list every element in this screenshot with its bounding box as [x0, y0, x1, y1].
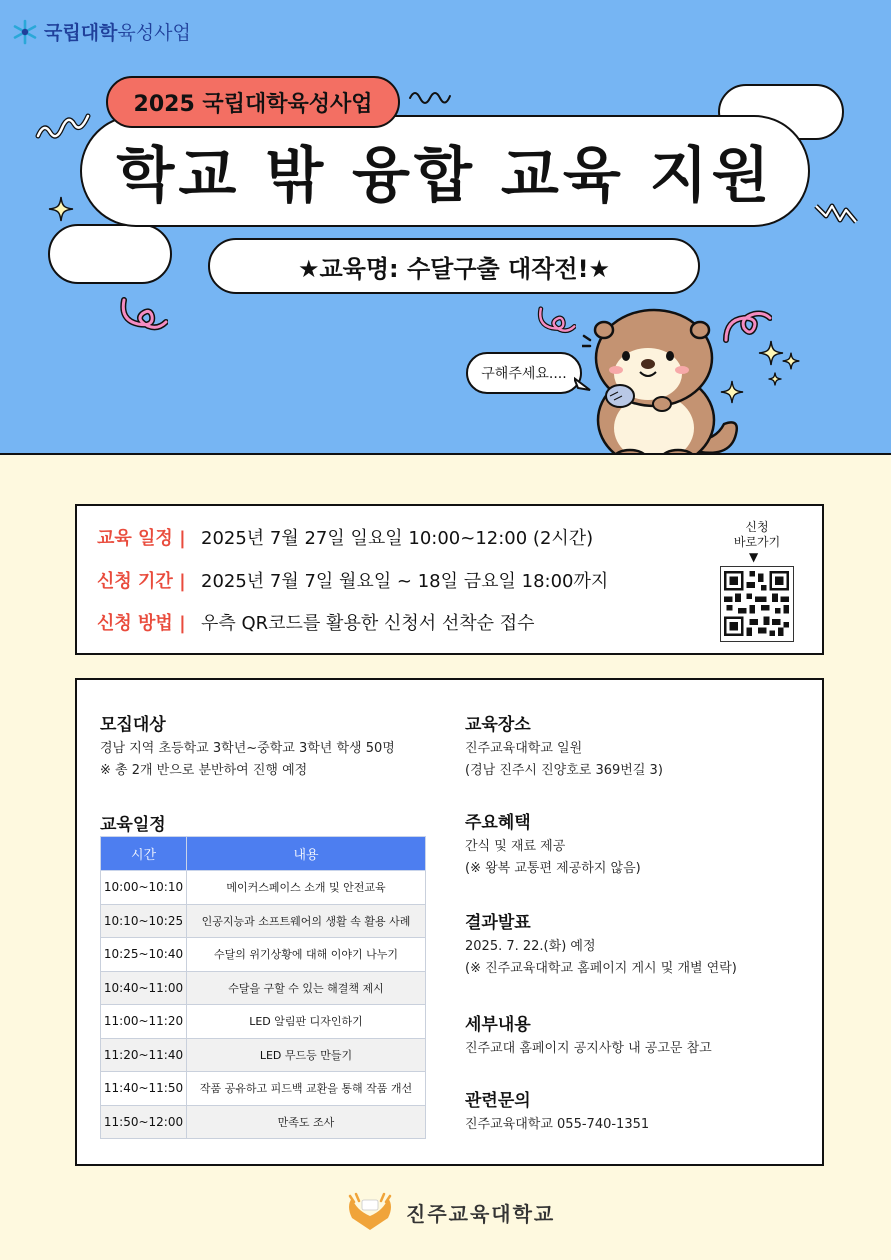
- sparkle-right-2-icon: [782, 352, 800, 370]
- place-title: 교육장소: [465, 715, 531, 735]
- qr-code[interactable]: [720, 566, 794, 642]
- place-line-1: 진주교육대학교 일원: [465, 741, 583, 756]
- university-emblem-icon: [344, 1192, 396, 1232]
- time-cell: 10:40~11:00: [101, 971, 187, 1005]
- recruit-line-2: ※ 총 2개 반으로 분반하여 진행 예정: [100, 763, 308, 778]
- qr-caption-line1: 신청: [745, 520, 769, 534]
- benefits-line-2: (※ 왕복 교통편 제공하지 않음): [465, 861, 641, 876]
- squiggle-small-icon: [408, 86, 452, 106]
- content-cell: LED 알림판 디자인하기: [187, 1005, 426, 1039]
- summary-row-method: [97, 609, 535, 635]
- table-row: [101, 971, 426, 1005]
- details-box: [75, 678, 824, 1166]
- benefits-title: 주요혜택: [465, 813, 531, 833]
- schedule-table: [100, 836, 426, 1139]
- table-row: [101, 871, 426, 905]
- table-row: [101, 1038, 426, 1072]
- schedule-label: 교육 일정 |: [97, 528, 186, 549]
- speech-bubble-tail: [574, 376, 592, 394]
- method-value: 우측 QR코드를 활용한 신청서 선착순 접수: [201, 613, 535, 634]
- schedule-value: 2025년 7월 27일 일요일 10:00~12:00 (2시간): [201, 528, 594, 549]
- more-text: [465, 1038, 712, 1060]
- time-cell: 10:00~10:10: [101, 871, 187, 905]
- summary-row-period: [97, 567, 608, 593]
- header-time: 시간: [101, 837, 187, 871]
- table-row: [101, 1072, 426, 1106]
- benefits-line-1: 간식 및 재료 제공: [465, 839, 566, 854]
- content-cell: 메이커스페이스 소개 및 안전교육: [187, 871, 426, 905]
- footer-university-name: 진주교육대학교: [406, 1201, 556, 1226]
- time-cell: 10:10~10:25: [101, 904, 187, 938]
- content-cell: 수달의 위기상황에 대해 이야기 나누기: [187, 938, 426, 972]
- more-line-1: 진주교대 홈페이지 공지사항 내 공고문 참고: [465, 1041, 712, 1056]
- summary-box: [75, 504, 824, 655]
- brand-bold-text: 국립대학: [44, 22, 118, 44]
- content-cell: 만족도 조사: [187, 1105, 426, 1139]
- qr-caption: [732, 520, 782, 550]
- pink-swirl-left-icon: [118, 296, 168, 332]
- brand-light-text: 육성사업: [117, 22, 191, 44]
- method-label: 신청 방법 |: [97, 613, 186, 634]
- sparkle-right-4-icon: [768, 372, 782, 386]
- period-value: 2025년 7월 7일 월요일 ~ 18일 금요일 18:00까지: [201, 571, 609, 592]
- content-cell: 수달을 구할 수 있는 해결책 제시: [187, 971, 426, 1005]
- summary-row-schedule: [97, 524, 593, 550]
- recruit-line-1: 경남 지역 초등학교 3학년~중학교 3학년 학생 50명: [100, 741, 395, 756]
- pink-swirl-mid-icon: [536, 304, 576, 336]
- table-row: [101, 938, 426, 972]
- results-line-2: (※ 진주교육대학교 홈페이지 게시 및 개별 연락): [465, 961, 737, 976]
- cloud-left: [48, 224, 172, 284]
- content-cell: 작품 공유하고 피드백 교환을 통해 작품 개선: [187, 1072, 426, 1106]
- time-cell: 11:40~11:50: [101, 1072, 187, 1106]
- contact-line-1: 진주교육대학교 055-740-1351: [465, 1117, 650, 1132]
- schedule-header-row: [101, 837, 426, 871]
- time-cell: 10:25~10:40: [101, 938, 187, 972]
- snowflake-logo-icon: [12, 19, 38, 45]
- qr-code-icon: [721, 567, 792, 640]
- squiggle-left-icon: [34, 106, 94, 146]
- results-text: [465, 936, 737, 980]
- course-name-pill: ★교육명: 수달구출 대작전!★: [208, 238, 700, 294]
- contact-title: 관련문의: [465, 1091, 531, 1111]
- table-row: [101, 904, 426, 938]
- time-cell: 11:00~11:20: [101, 1005, 187, 1039]
- contact-text: [465, 1114, 649, 1136]
- zigzag-icon: [814, 196, 860, 236]
- table-row: [101, 1105, 426, 1139]
- time-cell: 11:20~11:40: [101, 1038, 187, 1072]
- schedule-title: 교육일정: [100, 815, 166, 835]
- table-row: [101, 1005, 426, 1039]
- hero-banner: [0, 0, 891, 455]
- place-line-2: (경남 진주시 진양호로 369번길 3): [465, 763, 663, 778]
- speech-bubble: 구해주세요....: [466, 352, 582, 394]
- content-cell: 인공지능과 소프트웨어의 생활 속 활용 사례: [187, 904, 426, 938]
- sparkle-left-icon: [48, 196, 74, 222]
- recruit-text: [100, 738, 395, 782]
- content-cell: LED 무드등 만들기: [187, 1038, 426, 1072]
- footer-university-logo: [344, 1192, 555, 1232]
- place-text: [465, 738, 663, 782]
- qr-caption-line2: 바로가기: [733, 535, 781, 549]
- program-title-pill: 2025 국립대학육성사업: [106, 76, 400, 128]
- qr-arrow-icon: ▼: [749, 550, 759, 564]
- header-content: 내용: [187, 837, 426, 871]
- results-title: 결과발표: [465, 913, 531, 933]
- benefits-text: [465, 836, 641, 880]
- more-title: 세부내용: [465, 1015, 531, 1035]
- recruit-title: 모집대상: [100, 715, 166, 735]
- main-title: 학교 밖 융합 교육 지원: [80, 115, 810, 227]
- period-label: 신청 기간 |: [97, 571, 186, 592]
- time-cell: 11:50~12:00: [101, 1105, 187, 1139]
- otter-mascot-icon: [582, 300, 742, 455]
- brand-logo: [12, 18, 191, 45]
- results-line-1: 2025. 7. 22.(화) 예정: [465, 939, 596, 954]
